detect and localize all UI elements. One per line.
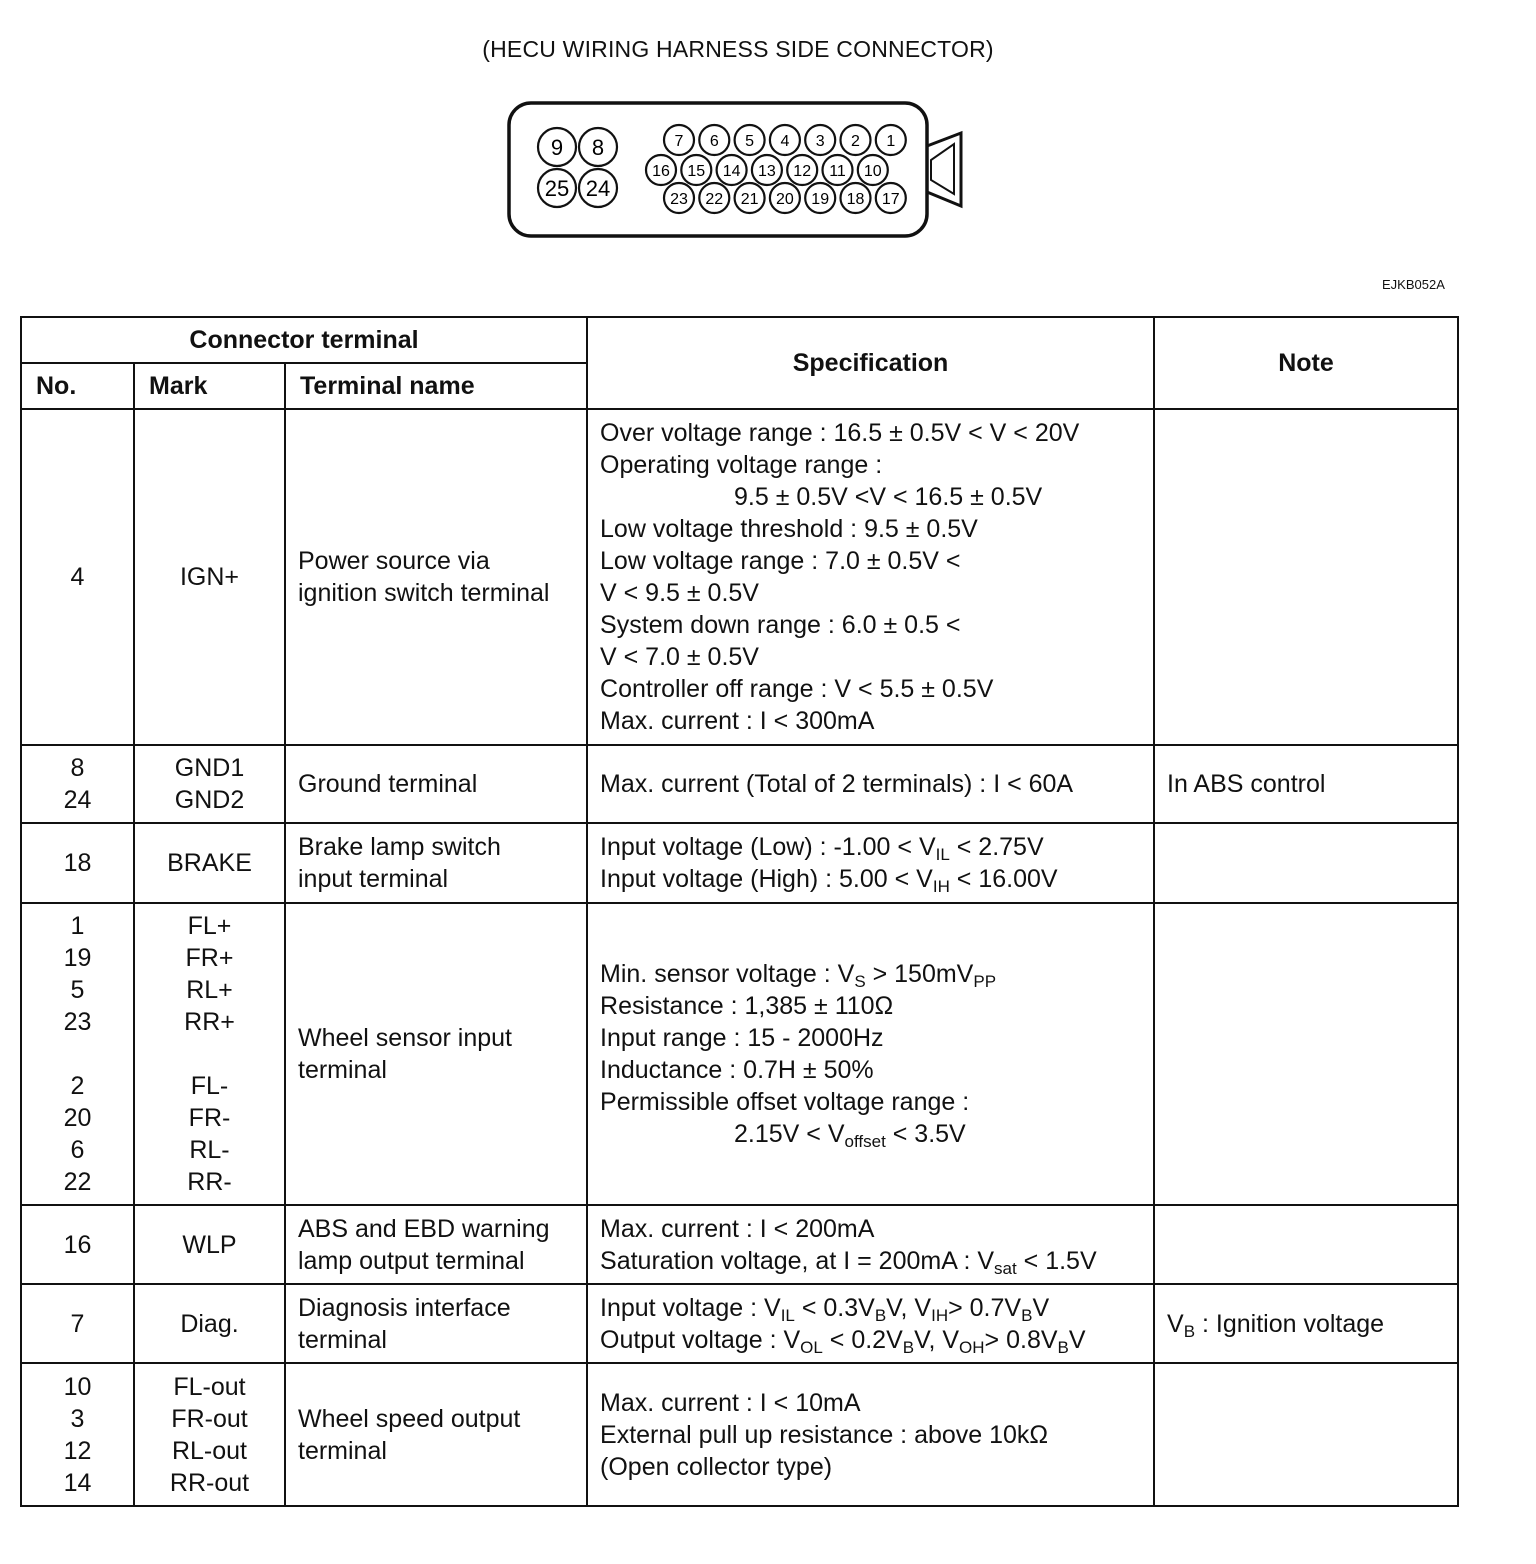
pin-label-4: 4 <box>780 132 790 150</box>
pin-label-13: 13 <box>758 162 776 180</box>
cell-terminal-name: ABS and EBD warning lamp output terminal <box>285 1205 587 1284</box>
cell-mark: FL-out FR-out RL-out RR-out <box>134 1363 285 1506</box>
cell-mark: FL+ FR+ RL+ RR+ FL- FR- RL- RR- <box>134 903 285 1205</box>
figure-code: EJKB052A <box>1382 277 1445 292</box>
cell-no: 10 3 12 14 <box>21 1363 134 1506</box>
pin-label-23: 23 <box>670 190 688 208</box>
cell-no: 7 <box>21 1284 134 1363</box>
cell-specification: Max. current : I < 10mA External pull up resistance : above 10kΩ (Open collector type) <box>587 1363 1154 1506</box>
cell-mark: BRAKE <box>134 823 285 903</box>
table-row <box>21 409 1458 745</box>
cell-specification: Input voltage (Low) : $-1.00 < V_{IL} < 2.75V$ Input voltage (High) : $5.00 < V_{IH} < 16.00V$ <box>587 823 1154 903</box>
pin-label-1: 1 <box>886 132 896 150</box>
table-row <box>21 1205 1458 1284</box>
cell-note <box>1154 903 1458 1205</box>
pin-label-20: 20 <box>776 190 794 208</box>
pin-label-8: 8 <box>591 134 605 160</box>
cell-no: 4 <box>21 409 134 745</box>
cell-note: In ABS control <box>1154 745 1458 823</box>
cell-no: 18 <box>21 823 134 903</box>
pin-label-15: 15 <box>687 162 706 180</box>
pin-label-19: 19 <box>811 190 830 208</box>
cell-mark: IGN+ <box>134 409 285 745</box>
cell-note <box>1154 409 1458 745</box>
header-note: Note <box>1154 317 1458 409</box>
connector-latch <box>927 133 961 206</box>
pin-label-6: 6 <box>709 132 719 150</box>
cell-terminal-name: Ground terminal <box>285 745 587 823</box>
cell-mark: Diag. <box>134 1284 285 1363</box>
diagram-title: (HECU WIRING HARNESS SIDE CONNECTOR) <box>482 36 994 62</box>
terminal-spec-table <box>20 316 1459 1507</box>
cell-terminal-name: Brake lamp switch input terminal <box>285 823 587 903</box>
cell-specification: Min. sensor voltage : $V_S > 150mV_{PP}$ Resistance : 1,385 ± 110Ω Input range : 15 - 2000Hz Inductance : 0.7H ± 50% Permissible offset voltage range : $2.15V < V_{offset} < 3.5V$ <box>587 903 1154 1205</box>
header-row-1 <box>21 317 1458 363</box>
pin-label-7: 7 <box>674 132 684 150</box>
table-row <box>21 903 1458 1205</box>
header-mark: Mark <box>134 363 285 409</box>
table-row <box>21 745 1458 823</box>
connector-diagram <box>506 100 971 240</box>
pin-label-10: 10 <box>863 162 882 180</box>
pin-label-9: 9 <box>550 134 564 160</box>
cell-terminal-name: Wheel speed output terminal <box>285 1363 587 1506</box>
pin-label-22: 22 <box>705 190 724 208</box>
pin-label-21: 21 <box>740 190 759 208</box>
pin-label-2: 2 <box>851 132 860 150</box>
cell-terminal-name: Wheel sensor input terminal <box>285 903 587 1205</box>
cell-note <box>1154 1363 1458 1506</box>
cell-no: 8 24 <box>21 745 134 823</box>
table-row <box>21 1284 1458 1363</box>
cell-note <box>1154 823 1458 903</box>
cell-mark: GND1 GND2 <box>134 745 285 823</box>
cell-no: 1 19 5 23 2 20 6 22 <box>21 903 134 1205</box>
cell-note: $V_B$ : Ignition voltage <box>1154 1284 1458 1363</box>
cell-specification: Input voltage : $V_{IL} < 0.3V_BV$, $V_{IH}> 0.7V_BV$ Output voltage : $V_{OL} < 0.2V_BV$, $V_{OH}> 0.8V_BV$ <box>587 1284 1154 1363</box>
pin-label-25: 25 <box>544 175 570 201</box>
cell-specification: Max. current (Total of 2 terminals) : I < 60A <box>587 745 1154 823</box>
cell-specification: Max. current : I < 200mA Saturation voltage, at I = 200mA : $V_{sat} < 1.5V$ <box>587 1205 1154 1284</box>
table-row <box>21 1363 1458 1506</box>
pin-label-11: 11 <box>829 162 846 180</box>
pin-label-14: 14 <box>722 162 741 180</box>
header-specification: Specification <box>587 317 1154 409</box>
pin-label-24: 24 <box>585 175 611 201</box>
cell-no: 16 <box>21 1205 134 1284</box>
pin-label-17: 17 <box>881 190 900 208</box>
pin-label-12: 12 <box>793 162 812 180</box>
cell-specification: Over voltage range : 16.5 ± 0.5V < V < 20V Operating voltage range : 9.5 ± 0.5V <V < 16.5 ± 0.5V Low voltage threshold : 9.5 ± 0.5V Low voltage range : 7.0 ± 0.5V < V < 9.5 ± 0.5V System down range : 6.0 ± 0.5 < V < 7.0 ± 0.5V Controller off range : V < 5.5 ± 0.5V Max. current : I < 300mA <box>587 409 1154 745</box>
connector-latch-inner <box>931 144 954 194</box>
cell-terminal-name: Power source via ignition switch terminal <box>285 409 587 745</box>
header-connector-terminal: Connector terminal <box>21 317 587 363</box>
connector-pins <box>538 125 906 213</box>
header-terminal-name: Terminal name <box>285 363 587 409</box>
pin-label-5: 5 <box>745 132 755 150</box>
pin-label-16: 16 <box>652 162 670 180</box>
cell-terminal-name: Diagnosis interface terminal <box>285 1284 587 1363</box>
cell-note <box>1154 1205 1458 1284</box>
header-no: No. <box>21 363 134 409</box>
pin-label-18: 18 <box>846 190 865 208</box>
pin-label-3: 3 <box>815 132 825 150</box>
cell-mark: WLP <box>134 1205 285 1284</box>
table-row <box>21 823 1458 903</box>
